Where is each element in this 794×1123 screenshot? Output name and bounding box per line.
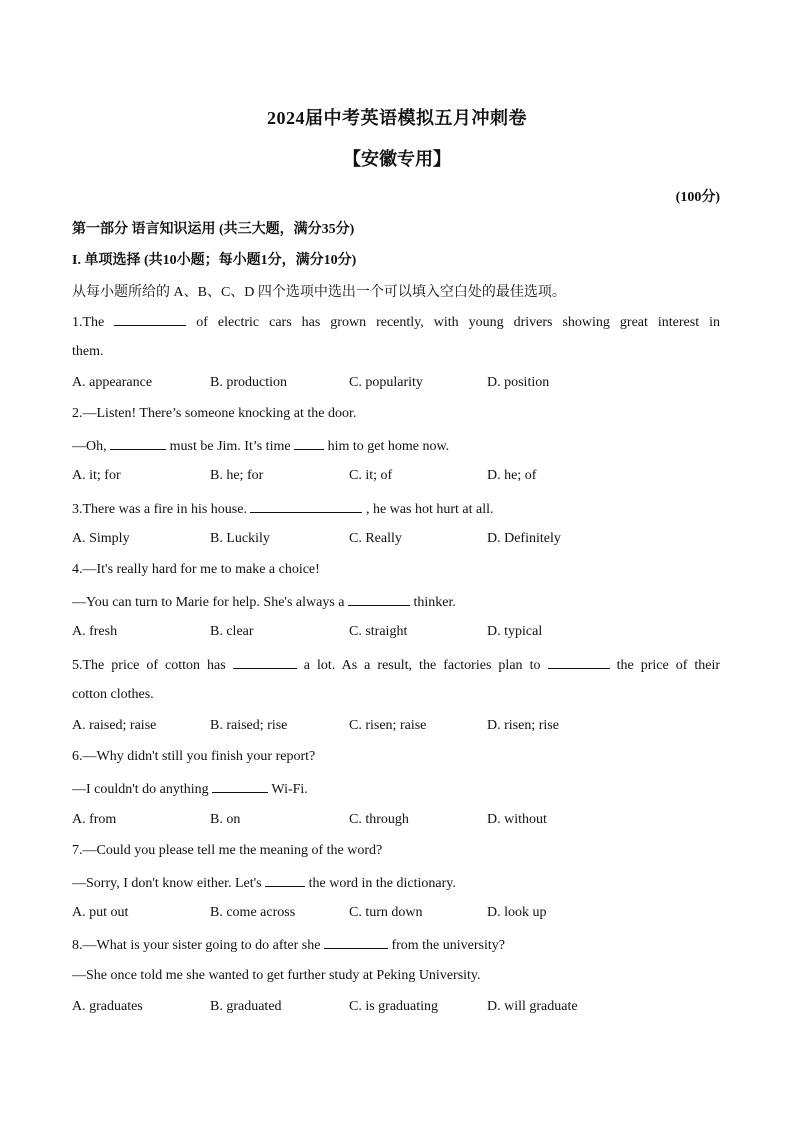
option-d: D. risen; rise [487, 718, 559, 733]
question-text: , he was hot hurt at all. [365, 502, 494, 517]
option-d: D. Definitely [487, 531, 561, 546]
option-d: D. typical [487, 624, 543, 639]
question-6: 6.—Why didn't still you finish your report? [72, 749, 316, 764]
question-text: cotton clothes. [72, 687, 154, 702]
option-a: A. it; for [72, 468, 121, 483]
option-a: A. from [72, 812, 117, 827]
option-c: C. Really [349, 531, 402, 546]
question-text: Wi-Fi. [271, 782, 308, 797]
question-text: 8.—What is your sister going to do after she [72, 938, 321, 953]
question-text: a lot. As a result, the factories plan to [303, 658, 541, 673]
answer-blank [324, 936, 388, 949]
option-c: C. straight [349, 624, 408, 639]
answer-blank [233, 656, 297, 669]
option-b: B. raised; rise [210, 718, 288, 733]
question-text: him to get home now. [327, 439, 450, 454]
question-text: 5.The price of cotton has [72, 658, 226, 673]
option-a: A. appearance [72, 375, 153, 390]
option-a: A. fresh [72, 624, 118, 639]
option-b: B. clear [210, 624, 254, 639]
option-c: C. through [349, 812, 409, 827]
question-text: must be Jim. It’s time [169, 439, 291, 454]
option-b: B. Luckily [210, 531, 270, 546]
option-c: C. risen; raise [349, 718, 427, 733]
question-text: 3.There was a fire in his house. [72, 502, 247, 517]
answer-blank [294, 437, 324, 450]
question-text: 1.The [72, 315, 105, 330]
answer-blank [110, 437, 166, 450]
question-text: —Sorry, I don't know either. Let's [72, 876, 262, 891]
question-text: from the university? [391, 938, 505, 953]
answer-blank [114, 313, 186, 326]
option-b: B. he; for [210, 468, 264, 483]
option-c: C. turn down [349, 905, 423, 920]
answer-blank [250, 500, 362, 513]
question-text: of electric cars has grown recently, with young drivers showing great interest in [196, 315, 720, 330]
instruction-text: 从每小题所给的 A、B、C、D 四个选项中选出一个可以填入空白处的最佳选项。 [72, 285, 566, 300]
question-2: 2.—Listen! There’s someone knocking at the door. [72, 406, 357, 421]
option-d: D. position [487, 375, 550, 390]
question-3 [72, 500, 720, 518]
option-a: A. raised; raise [72, 718, 157, 733]
option-d: D. will graduate [487, 999, 578, 1014]
answer-blank [548, 656, 610, 669]
question-text: the word in the dictionary. [308, 876, 456, 891]
answer-blank [265, 874, 305, 887]
option-c: C. is graduating [349, 999, 439, 1014]
question-1 [72, 313, 720, 331]
option-d: D. without [487, 812, 547, 827]
question-text: thinker. [413, 595, 456, 610]
option-d: D. look up [487, 905, 547, 920]
question-text: —You can turn to Marie for help. She's always a [72, 595, 345, 610]
question-text [72, 437, 720, 455]
answer-blank [212, 780, 268, 793]
option-a: A. put out [72, 905, 129, 920]
question-text: the price of their [616, 658, 721, 673]
option-c: C. popularity [349, 375, 423, 390]
question-text: —I couldn't do anything [72, 782, 209, 797]
option-b: B. production [210, 375, 287, 390]
option-d: D. he; of [487, 468, 537, 483]
question-4: 4.—It's really hard for me to make a choice! [72, 562, 320, 577]
question-text: —Oh, [72, 439, 107, 454]
page-title: 2024届中考英语模拟五月冲刺卷 [267, 108, 527, 128]
option-c: C. it; of [349, 468, 393, 483]
question-text [72, 780, 720, 798]
option-b: B. graduated [210, 999, 282, 1014]
question-text: them. [72, 344, 104, 359]
section-heading: I. 单项选择 (共10小题；每小题1分，满分10分) [72, 253, 357, 268]
answer-blank [348, 593, 410, 606]
question-text [72, 593, 720, 611]
question-7: 7.—Could you please tell me the meaning of the word? [72, 843, 383, 858]
option-a: A. Simply [72, 531, 130, 546]
option-a: A. graduates [72, 999, 143, 1014]
question-5 [72, 656, 720, 674]
part-heading: 第一部分 语言知识运用 (共三大题，满分35分) [72, 222, 355, 237]
total-score: (100分) [675, 190, 720, 205]
option-b: B. come across [210, 905, 296, 920]
question-8 [72, 936, 720, 954]
question-text: —She once told me she wanted to get further study at Peking University. [72, 968, 481, 983]
option-b: B. on [210, 812, 241, 827]
question-text [72, 874, 720, 892]
page-subtitle: 【安徽专用】 [343, 149, 451, 169]
